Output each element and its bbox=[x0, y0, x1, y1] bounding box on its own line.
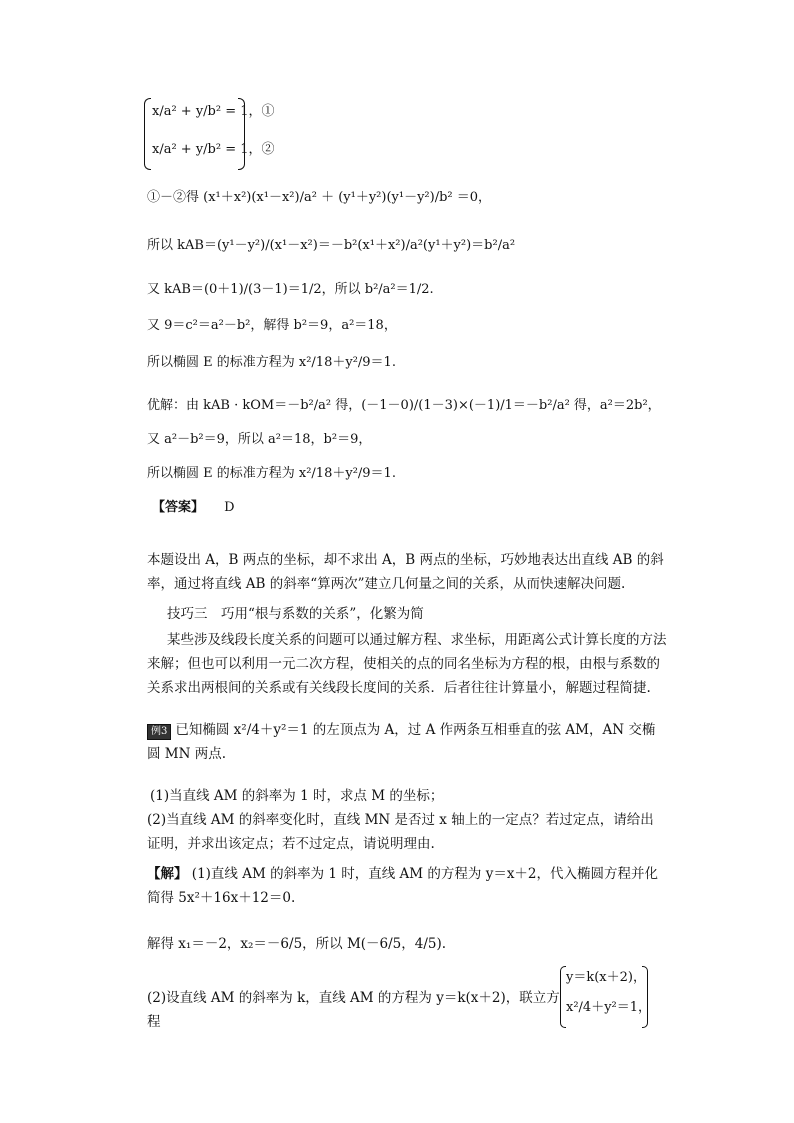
tip3-title: 技巧三 巧用“根与系数的关系”，化繁为简 bbox=[167, 606, 424, 622]
example3-text: 已知椭圆 x²/4＋y²＝1 的左顶点为 A，过 A 作两条互相垂直的弦 AM，AN 交椭圆 MN 两点. bbox=[147, 722, 656, 762]
solution-text-1: (1)直线 AM 的斜率为 1 时，直线 AM 的方程为 y＝x＋2，代入椭圆方程并化简得 5x²＋16x＋12＝0. bbox=[147, 866, 659, 906]
answer-value: D bbox=[224, 500, 235, 515]
alternate-solution-line-3: 所以椭圆 E 的标准方程为 x²/18＋y²/9＝1. bbox=[147, 466, 396, 481]
example3-question-1: (1)当直线 AM 的斜率为 1 时，求点 M 的坐标； bbox=[150, 788, 444, 804]
solution-part-1 bbox=[147, 862, 667, 910]
alternate-solution-line-1: 优解：由 kAB · kOM＝－b²/a² 得，(－1－0)/(1－3)×(－1)/1＝－b²/a² 得，a²＝2b²， bbox=[147, 398, 661, 413]
example-tag: 例3 bbox=[147, 724, 171, 740]
left-brace bbox=[144, 98, 151, 170]
answer-line bbox=[152, 500, 235, 516]
equation-1: x/a² + y/b² = 1，① bbox=[152, 104, 275, 119]
system2-equation-1: y＝k(x＋2)， bbox=[566, 970, 646, 985]
example3-stem bbox=[147, 718, 667, 766]
alternate-solution-line-2: 又 a²－b²＝9，所以 a²＝18，b²＝9， bbox=[147, 432, 372, 447]
derivation-line-3: 又 kAB＝(0＋1)/(3－1)＝1/2，所以 b²/a²＝1/2. bbox=[147, 282, 434, 297]
solution-part-3: (2)设直线 AM 的斜率为 k，直线 AM 的方程为 y＝k(x＋2)，联立方程 bbox=[147, 990, 560, 1030]
equation-2: x/a² + y/b² = 1，② bbox=[152, 142, 275, 157]
tip3-body: 某些涉及线段长度关系的问题可以通过解方程、求坐标，用距离公式计算长度的方法来解；但也可以利用一元二次方程，使相关的点的同名坐标为方程的根，由根与系数的关系求出两根间的关系或有关线段长度间的关系．后者往往计算量小，解题过程简捷. bbox=[147, 632, 667, 696]
example3-question-2: (2)当直线 AM 的斜率变化时，直线 MN 是否过 x 轴上的一定点？若过定点，请给出证明，并求出该定点；若不过定点，请说明理由. bbox=[147, 812, 654, 852]
solution-label: 【解】 bbox=[147, 866, 188, 882]
derivation-line-1: ①－②得 (x¹＋x²)(x¹－x²)/a² ＋ (y¹＋y²)(y¹－y²)/b² ＝0， bbox=[147, 190, 492, 205]
system2-equation-2: x²/4＋y²＝1， bbox=[566, 1000, 652, 1015]
solution-part-2: 解得 x₁＝－2，x₂＝－6/5，所以 M(－6/5，4/5). bbox=[147, 936, 447, 952]
derivation-line-2: 所以 kAB＝(y¹－y²)/(x¹－x²)＝－b²(x¹＋x²)/a²(y¹＋y²)＝b²/a² bbox=[147, 238, 516, 253]
derivation-line-5: 所以椭圆 E 的标准方程为 x²/18＋y²/9＝1. bbox=[147, 355, 396, 370]
derivation-line-4: 又 9＝c²＝a²－b²，解得 b²＝9，a²＝18， bbox=[147, 318, 397, 333]
summary-paragraph: 本题设出 A，B 两点的坐标，却不求出 A，B 两点的坐标，巧妙地表达出直线 AB 的斜率，通过将直线 AB 的斜率“算两次”建立几何量之间的关系，从而快速解决问题. bbox=[147, 552, 664, 592]
answer-label: 【答案】 bbox=[152, 500, 205, 515]
